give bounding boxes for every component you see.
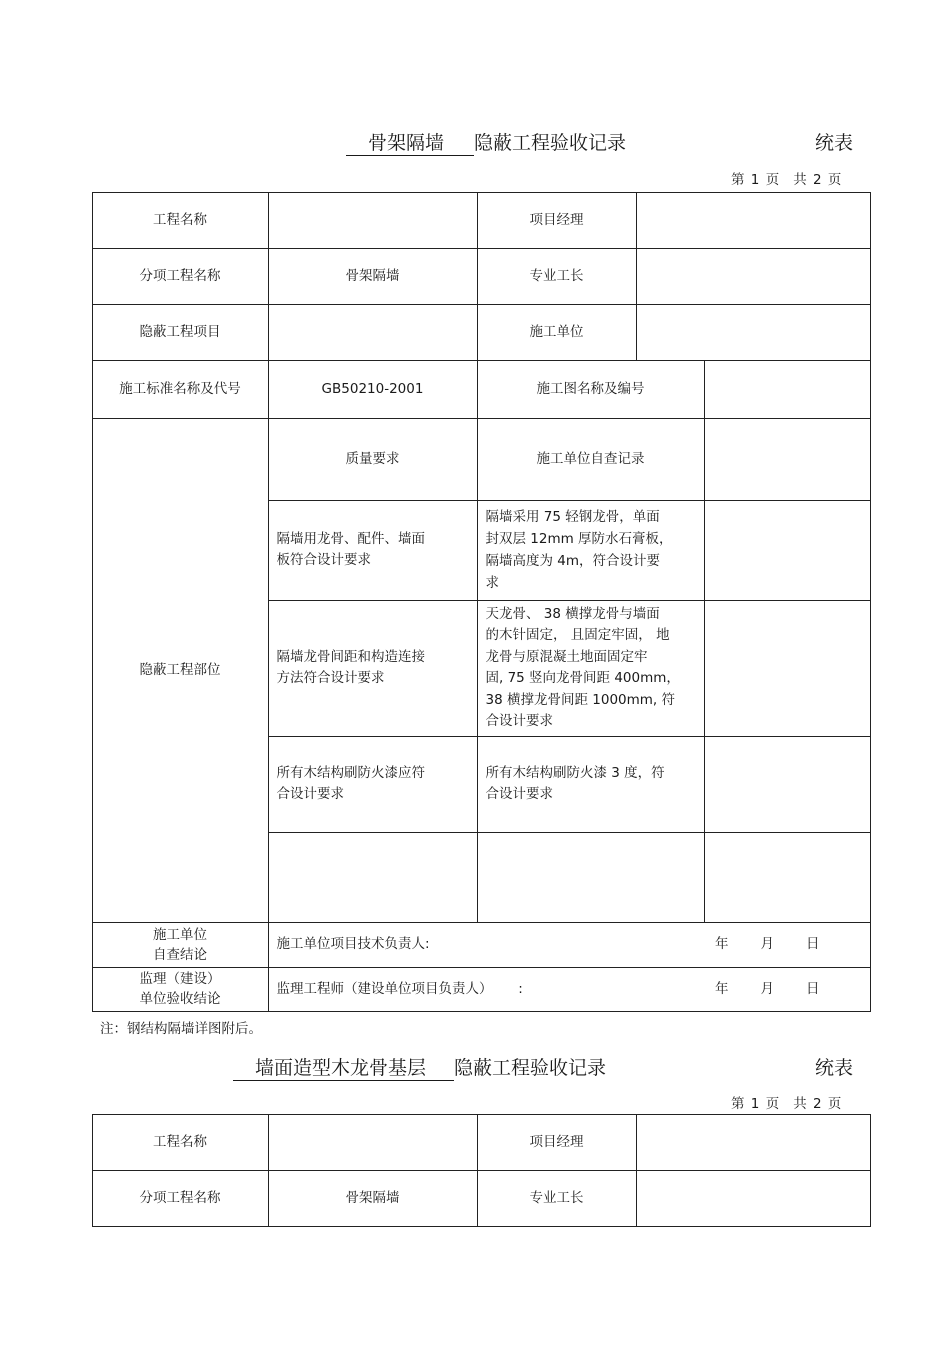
record-3-text: 所有木结构刷防火漆 3 度，符 合设计要求 — [485, 765, 665, 802]
standard-label: 施工标准名称及代号 — [92, 360, 269, 419]
project-name-label: 工程名称 — [92, 192, 269, 249]
quality-req-header: 质量要求 — [268, 418, 478, 501]
requirement-2-text: 隔墙龙骨间距和构造连接 方法符合设计要求 — [276, 649, 425, 686]
foreman-label: 专业工长 — [477, 248, 637, 305]
project-manager-value[interactable] — [636, 192, 871, 249]
page-label-mid: 页 — [765, 172, 780, 188]
form1-note: 注：钢结构隔墙详图附后。 — [100, 1021, 262, 1037]
requirement-3-text: 所有木结构刷防火漆应符 合设计要求 — [276, 765, 425, 802]
form2-title — [233, 1053, 606, 1081]
conclusion-label-2: 自查结论 — [153, 946, 207, 963]
form1-title — [346, 128, 626, 156]
month-label: 月 — [760, 980, 774, 997]
supervision-value[interactable] — [268, 967, 871, 1012]
sub-project-label: 分项工程名称 — [92, 248, 269, 305]
form2-tongbiao: 统表 — [815, 1057, 854, 1079]
page-num: 1 — [750, 1096, 760, 1112]
form1-title-rest: 隐蔽工程验收记录 — [474, 132, 627, 154]
record-2[interactable] — [477, 600, 705, 737]
record-1[interactable] — [477, 500, 705, 601]
supervision-label-2: 单位验收结论 — [139, 991, 221, 1007]
form2-title-rest: 隐蔽工程验收记录 — [454, 1057, 607, 1079]
extra-cell-3[interactable] — [704, 736, 871, 833]
form2-foreman-value[interactable] — [636, 1170, 871, 1227]
record-1-text: 隔墙采用 75 轻钢龙骨，单面 封双层 12mm 厚防水石膏板， 隔墙高度为 4m，符合设计要 求 — [485, 509, 673, 591]
page-label-pre: 第 — [731, 172, 745, 188]
foreman-value[interactable] — [636, 248, 871, 305]
supervision-label — [92, 967, 269, 1012]
year-label: 年 — [715, 980, 729, 997]
page-label-pre: 第 — [731, 1096, 745, 1112]
form2-sub-project-value[interactable]: 骨架隔墙 — [268, 1170, 478, 1227]
day-label: 日 — [806, 936, 820, 952]
conclusion-label-1: 施工单位 — [153, 926, 207, 943]
form2-title-underlined: 墙面造型木龙骨基层 — [233, 1057, 454, 1081]
hidden-item-label: 隐蔽工程项目 — [92, 304, 269, 361]
requirement-1 — [268, 500, 478, 601]
total-label-post: 页 — [827, 1096, 842, 1112]
form1-tongbiao: 统表 — [815, 132, 854, 154]
form2-project-name-label: 工程名称 — [92, 1114, 269, 1171]
form1-title-underlined: 骨架隔墙 — [346, 132, 474, 156]
hidden-part-label: 隐蔽工程部位 — [92, 418, 269, 923]
supervision-date — [715, 979, 862, 1000]
drawing-label: 施工图名称及编号 — [477, 360, 705, 419]
form2-foreman-label: 专业工长 — [477, 1170, 637, 1227]
year-label: 年 — [715, 936, 729, 952]
record-4[interactable] — [477, 832, 705, 923]
form2-sub-project-label: 分项工程名称 — [92, 1170, 269, 1227]
total-label-pre: 共 — [793, 1096, 807, 1112]
conclusion-value[interactable] — [268, 922, 871, 968]
requirement-2 — [268, 600, 478, 737]
page-label-mid: 页 — [765, 1096, 780, 1112]
day-label: 日 — [806, 980, 820, 997]
page-num: 1 — [750, 172, 760, 188]
extra-cell-4[interactable] — [704, 832, 871, 923]
project-manager-label: 项目经理 — [477, 192, 637, 249]
supervision-text: 监理工程师（建设单位项目负责人） : — [276, 980, 523, 997]
record-2-text: 天龙骨、 38 横撑龙骨与墙面 的木针固定， 且固定牢固， 地 龙骨与原混凝土地面固定牢 固, 75 竖向龙骨间距 400mm， 38 横撑龙骨间距 1000mm, 符 合设计要求 — [485, 605, 680, 729]
construction-unit-label: 施工单位 — [477, 304, 637, 361]
drawing-value[interactable] — [704, 360, 871, 419]
total-label-pre: 共 — [793, 172, 807, 188]
form2-project-manager-label: 项目经理 — [477, 1114, 637, 1171]
extra-cell-2[interactable] — [704, 600, 871, 737]
requirement-1-text: 隔墙用龙骨、配件、墙面 板符合设计要求 — [276, 531, 425, 568]
form2-project-manager-value[interactable] — [636, 1114, 871, 1171]
sub-project-value[interactable]: 骨架隔墙 — [268, 248, 478, 305]
month-label: 月 — [760, 936, 774, 952]
record-3[interactable] — [477, 736, 705, 833]
extra-column-cell[interactable] — [704, 418, 871, 501]
requirement-4 — [268, 832, 478, 923]
total-num: 2 — [812, 1096, 822, 1112]
standard-value[interactable]: GB50210-2001 — [268, 360, 478, 419]
conclusion-label — [92, 922, 269, 968]
supervision-label-1: 监理（建设） — [139, 971, 221, 987]
conclusion-text: 施工单位项目技术负责人: — [276, 936, 430, 952]
requirement-3 — [268, 736, 478, 833]
self-check-header: 施工单位自查记录 — [477, 418, 705, 501]
form2-page-number — [731, 1092, 841, 1112]
project-name-value[interactable] — [268, 192, 478, 249]
form1-page-number — [731, 168, 841, 188]
extra-cell-1[interactable] — [704, 500, 871, 601]
hidden-item-value[interactable] — [268, 304, 478, 361]
form2-project-name-value[interactable] — [268, 1114, 478, 1171]
construction-unit-value[interactable] — [636, 304, 871, 361]
total-label-post: 页 — [827, 172, 842, 188]
conclusion-date — [715, 934, 862, 955]
total-num: 2 — [812, 172, 822, 188]
